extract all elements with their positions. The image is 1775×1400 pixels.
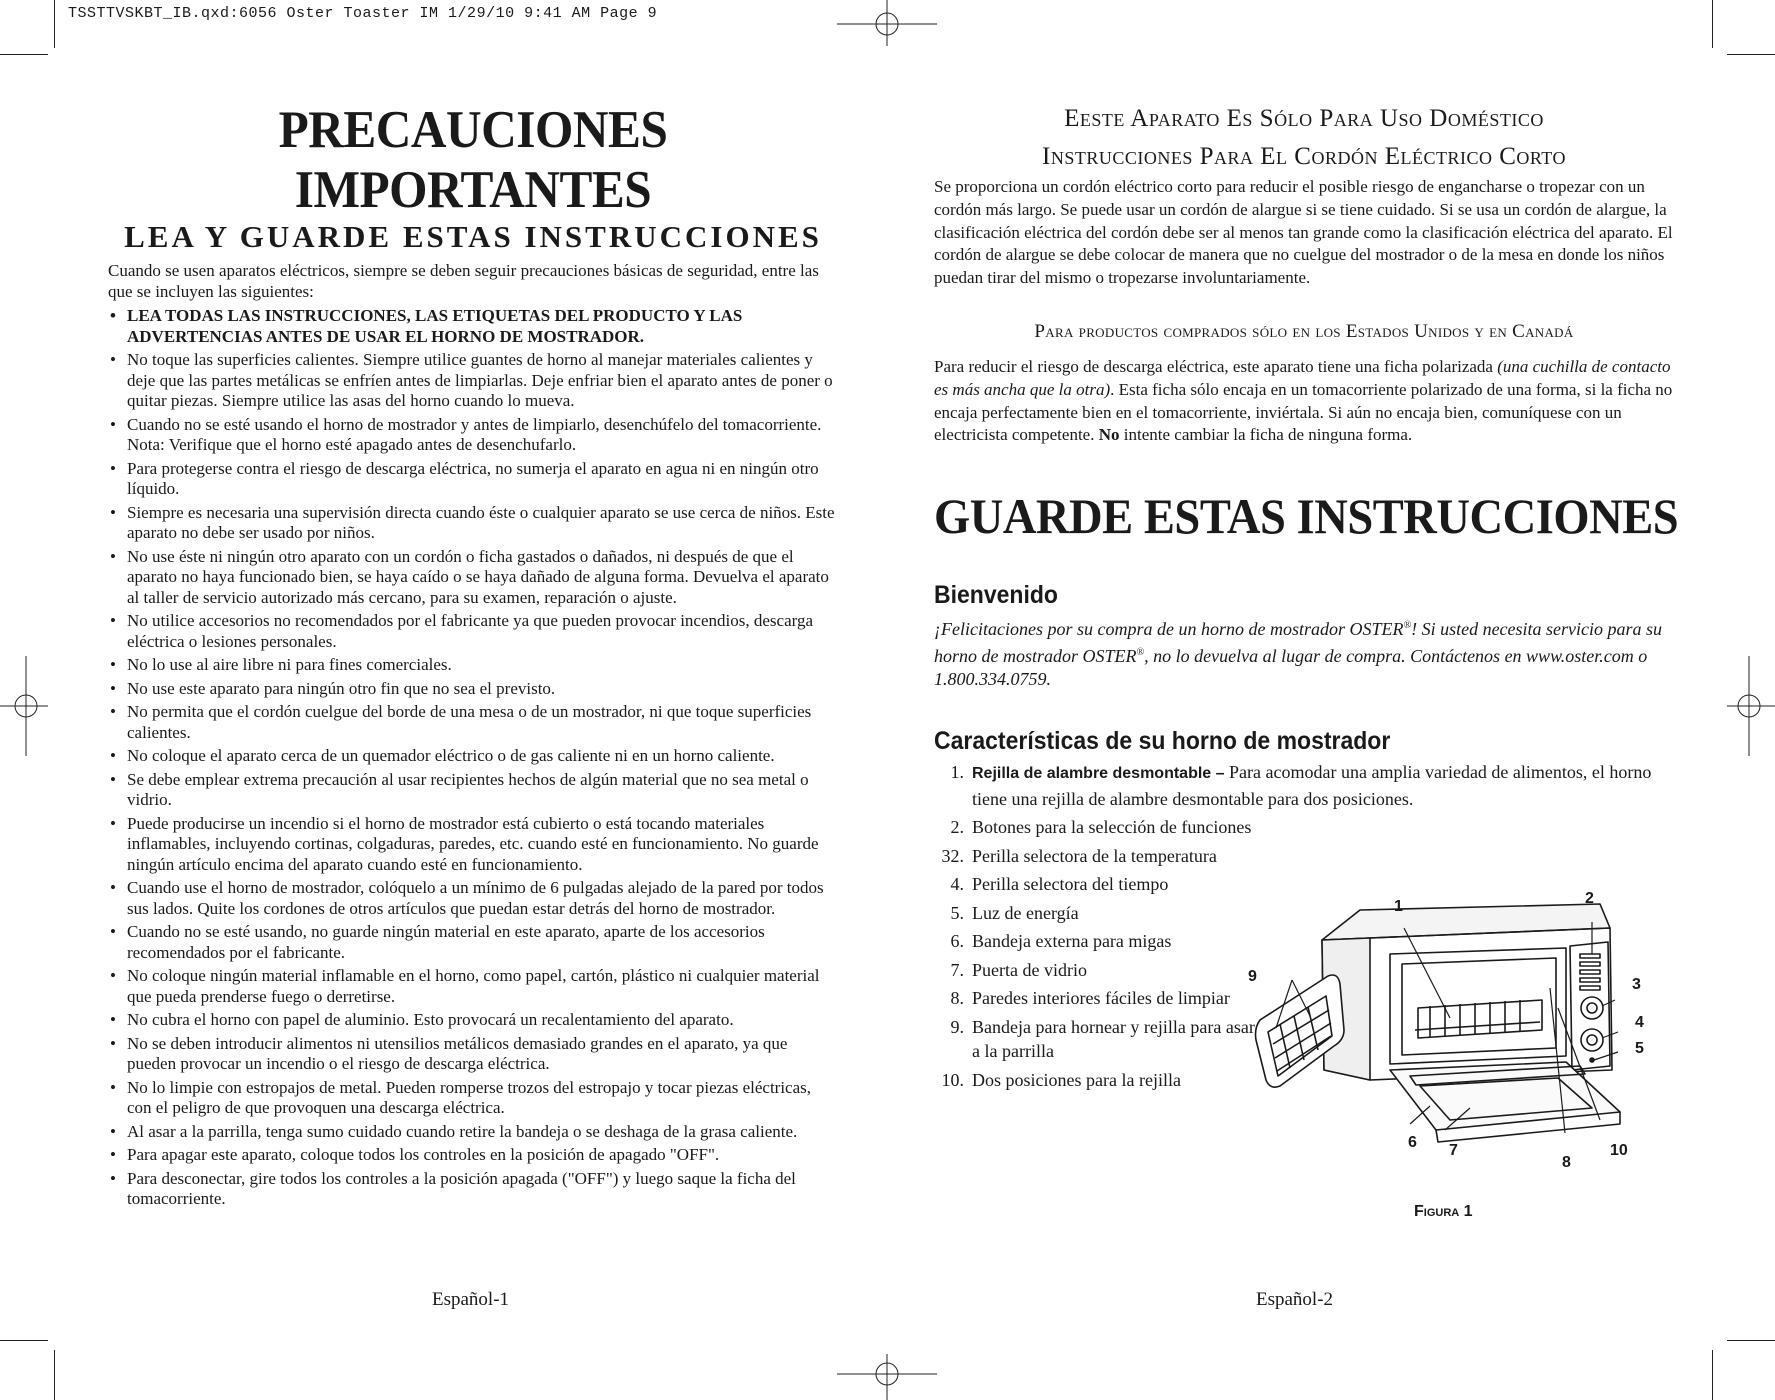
welcome-heading: Bienvenido [934, 581, 1058, 610]
list-item: • LEA TODAS LAS INSTRUCCIONES, LAS ETIQUETAS DEL PRODUCTO Y LAS ADVERTENCIAS ANTES DE USAR EL HORNO DE MOSTRADOR. [108, 306, 838, 347]
household-use-heading: Eeste Aparato Es Sólo Para Uso Doméstico [1064, 105, 1544, 132]
list-item: • Cuando use el horno de mostrador, colóquelo a un mínimo de 6 pulgadas alejado de la pared por todos sus lados. Quite los cordones de otros artículos que puedan estar detrás del horno de mostrador. [108, 878, 838, 919]
crop-mark [1727, 54, 1775, 55]
callout-2: 2 [1585, 890, 1594, 907]
list-item: 1. Rejilla de alambre desmontable – Para acomodar una amplia variedad de alimentos, el horno tiene una rejilla de alambre desmontable para dos posiciones. [950, 762, 1652, 809]
short-cord-paragraph: Se proporciona un cordón eléctrico corto para reducir el posible riesgo de engancharse o tropezar con un cordón más largo. Se puede usar un cordón de alargue si se tiene cuidado. Si se usa un cordón de alargue, la clasificación eléctrica del cordón debe ser al menos tan grande como la clasificación eléctrica del aparato. El cordón de alargue se debe colocar de manera que no cuelgue del mostrador o de la mesa en donde los niños puedan tirar del mismo o tropezarse involuntariamente. [934, 177, 1673, 288]
list-item: • No use este aparato para ningún otro fin que no sea el previsto. [108, 679, 838, 700]
features-list-short [934, 815, 1264, 1092]
precautions-list [108, 306, 838, 1210]
callout-8: 8 [1562, 1154, 1571, 1171]
list-item: • Para apagar este aparato, coloque todos los controles en la posición de apagado "OFF". [108, 1145, 838, 1166]
list-item: 7. Puerta de vidrio [950, 959, 1087, 980]
page-title: PRECAUCIONES IMPORTANTES [278, 101, 668, 219]
registration-mark-right [1725, 654, 1775, 758]
callout-7: 7 [1449, 1142, 1458, 1159]
list-item: • Se debe emplear extrema precaución al usar recipientes hechos de algún material que no sea metal o vidrio. [108, 770, 838, 811]
callout-3: 3 [1632, 976, 1641, 993]
short-cord-heading: Instrucciones Para El Cordón Eléctrico Corto [1042, 143, 1566, 170]
list-item: 4. Perilla selectora del tiempo [950, 874, 1169, 895]
list-item: • No coloque el aparato cerca de un quemador eléctrico o de gas caliente ni en un horno caliente. [108, 746, 838, 767]
list-item: 2. Botones para la selección de funciones [950, 817, 1252, 838]
crop-mark [54, 0, 55, 48]
oven-illustration [1240, 880, 1660, 1180]
list-item: • Puede producirse un incendio si el horno de mostrador está cubierto o está tocando materiales inflamables, incluyendo cortinas, colgaduras, paredes, etc. cuando esté en funcionamiento. No guarde ningún artículo encima del aparato cuando esté en funcionamiento. [108, 814, 838, 876]
list-item: 32. Perilla selectora de la temperatura [941, 845, 1217, 866]
welcome-paragraph: ¡Felicitaciones por su compra de un horno de mostrador OSTER®! Si usted necesita servicio para su horno de mostrador OSTER®, no lo devuelva al lugar de compra. Contáctenos en www.oster.com o 1.800.334.0759. [934, 619, 1663, 690]
crop-mark [0, 1340, 48, 1341]
callout-1: 1 [1394, 898, 1403, 915]
us-canada-heading: Para productos comprados sólo en los Estados Unidos y en Canadá [1034, 320, 1574, 342]
list-item: • Cuando no se esté usando el horno de mostrador y antes de limpiarlo, desenchúfelo del tomacorriente. Nota: Verifique que el horno esté apagado antes de desenchufarlo. [108, 415, 838, 456]
callout-5: 5 [1635, 1040, 1644, 1057]
polarized-plug-paragraph: Para reducir el riesgo de descarga eléctrica, este aparato tiene una ficha polarizada (una cuchilla de contacto es más ancha que la otra). Esta ficha sólo encaja en un tomacorriente polarizado de una forma, si la ficha no encaja perfectamente bien en el tomacorriente, inviértala. Si aún no encaja bien, comuníquese con un electricista competente. No intente cambiar la ficha de ninguna forma. [934, 356, 1673, 445]
callout-4: 4 [1635, 1014, 1644, 1031]
save-instructions-title: GUARDE ESTAS INSTRUCCIONES [934, 488, 1679, 545]
list-item: • No se deben introducir alimentos ni utensilios metálicos demasiado grandes en el aparato, ya que pueden provocar un incendio o el riesgo de descarga eléctrica. [108, 1034, 838, 1075]
list-item: • No cubra el horno con papel de aluminio. Esto provocará un recalentamiento del aparato. [108, 1010, 838, 1031]
features-list [934, 760, 1674, 811]
callout-9: 9 [1248, 968, 1257, 985]
list-item: • Siempre es necesaria una supervisión directa cuando éste o cualquier aparato se use cerca de niños. Este aparato no debe ser usado por niños. [108, 503, 838, 544]
features-heading: Características de su horno de mostrador [934, 727, 1391, 756]
list-item: • No lo limpie con estropajos de metal. Pueden romperse trozos del estropajo y tocar piezas eléctricas, con el peligro de que provoquen una descarga eléctrica. [108, 1078, 838, 1119]
crop-mark [54, 1350, 55, 1400]
registration-mark-bottom [835, 1352, 939, 1400]
callout-10: 10 [1610, 1142, 1628, 1159]
list-item: 10. Dos posiciones para la rejilla [941, 1069, 1181, 1090]
list-item: • Para desconectar, gire todos los controles a la posición apagada ("OFF") y luego saque la ficha del tomacorriente. [108, 1169, 838, 1210]
list-item: • No use éste ni ningún otro aparato con un cordón o ficha gastados o dañados, ni después de que el aparato no haya funcionado bien, se haya caído o se haya dañado de alguna forma. Devuelva el aparato al taller de servicio autorizado más cercano, para su examen, reparación o ajuste. [108, 547, 838, 609]
list-item: • No utilice accesorios no recomendados por el fabricante ya que pueden provocar incendios, descarga eléctrica o lesiones personales. [108, 611, 838, 652]
list-item: 8. Paredes interiores fáciles de limpiar [950, 988, 1230, 1009]
list-item: • Cuando no se esté usando, no guarde ningún material en este aparato, aparte de los accesorios recomendados por el fabricante. [108, 922, 838, 963]
oven-figure [1240, 880, 1660, 1180]
list-item: • No permita que el cordón cuelgue del borde de una mesa o de un mostrador, ni que toque superficies calientes. [108, 702, 838, 743]
crop-mark [1712, 1350, 1713, 1400]
registration-mark-left [0, 654, 50, 758]
list-item: • Al asar a la parrilla, tenga sumo cuidado cuando retire la bandeja o se deshaga de la grasa caliente. [108, 1122, 838, 1143]
page-number-left: Español-1 [432, 1289, 510, 1310]
left-page [108, 100, 838, 1213]
list-item: 6. Bandeja externa para migas [950, 931, 1172, 952]
crop-mark [0, 54, 48, 55]
list-item: 5. Luz de energía [950, 902, 1079, 923]
list-item: • No lo use al aire libre ni para fines comerciales. [108, 655, 838, 676]
page-subtitle: LEA Y GUARDE ESTAS INSTRUCCIONES [124, 219, 822, 254]
list-item: • No toque las superficies calientes. Siempre utilice guantes de horno al manejar materiales calientes y deje que las partes metálicas se enfríen antes de limpiarlas. Deje enfriar bien el aparato antes de poner o quitar piezas. Siempre utilice las asas del horno cuando lo mueva. [108, 350, 838, 412]
list-item: • Para protegerse contra el riesgo de descarga eléctrica, no sumerja el aparato en agua ni en ningún otro líquido. [108, 459, 838, 500]
registration-mark-top [835, 0, 939, 48]
figure-label: Figura 1 [1414, 1203, 1473, 1220]
callout-6: 6 [1408, 1134, 1417, 1151]
page-number-right: Español-2 [1256, 1289, 1334, 1310]
crop-mark [1712, 0, 1713, 48]
list-item: 9. Bandeja para hornear y rejilla para asar a la parrilla [950, 1016, 1255, 1062]
list-item: • No coloque ningún material inflamable en el horno, como papel, cartón, plástico ni cualquier material que pueda prenderse fuego o derretirse. [108, 966, 838, 1007]
crop-mark [1727, 1340, 1775, 1341]
print-slug: TSSTTVSKBT_IB.qxd:6056 Oster Toaster IM 1/29/10 9:41 AM Page 9 [68, 5, 658, 22]
intro-paragraph: Cuando se usen aparatos eléctricos, siempre se deben seguir precauciones básicas de seguridad, entre las que se incluyen las siguientes: [108, 261, 819, 301]
